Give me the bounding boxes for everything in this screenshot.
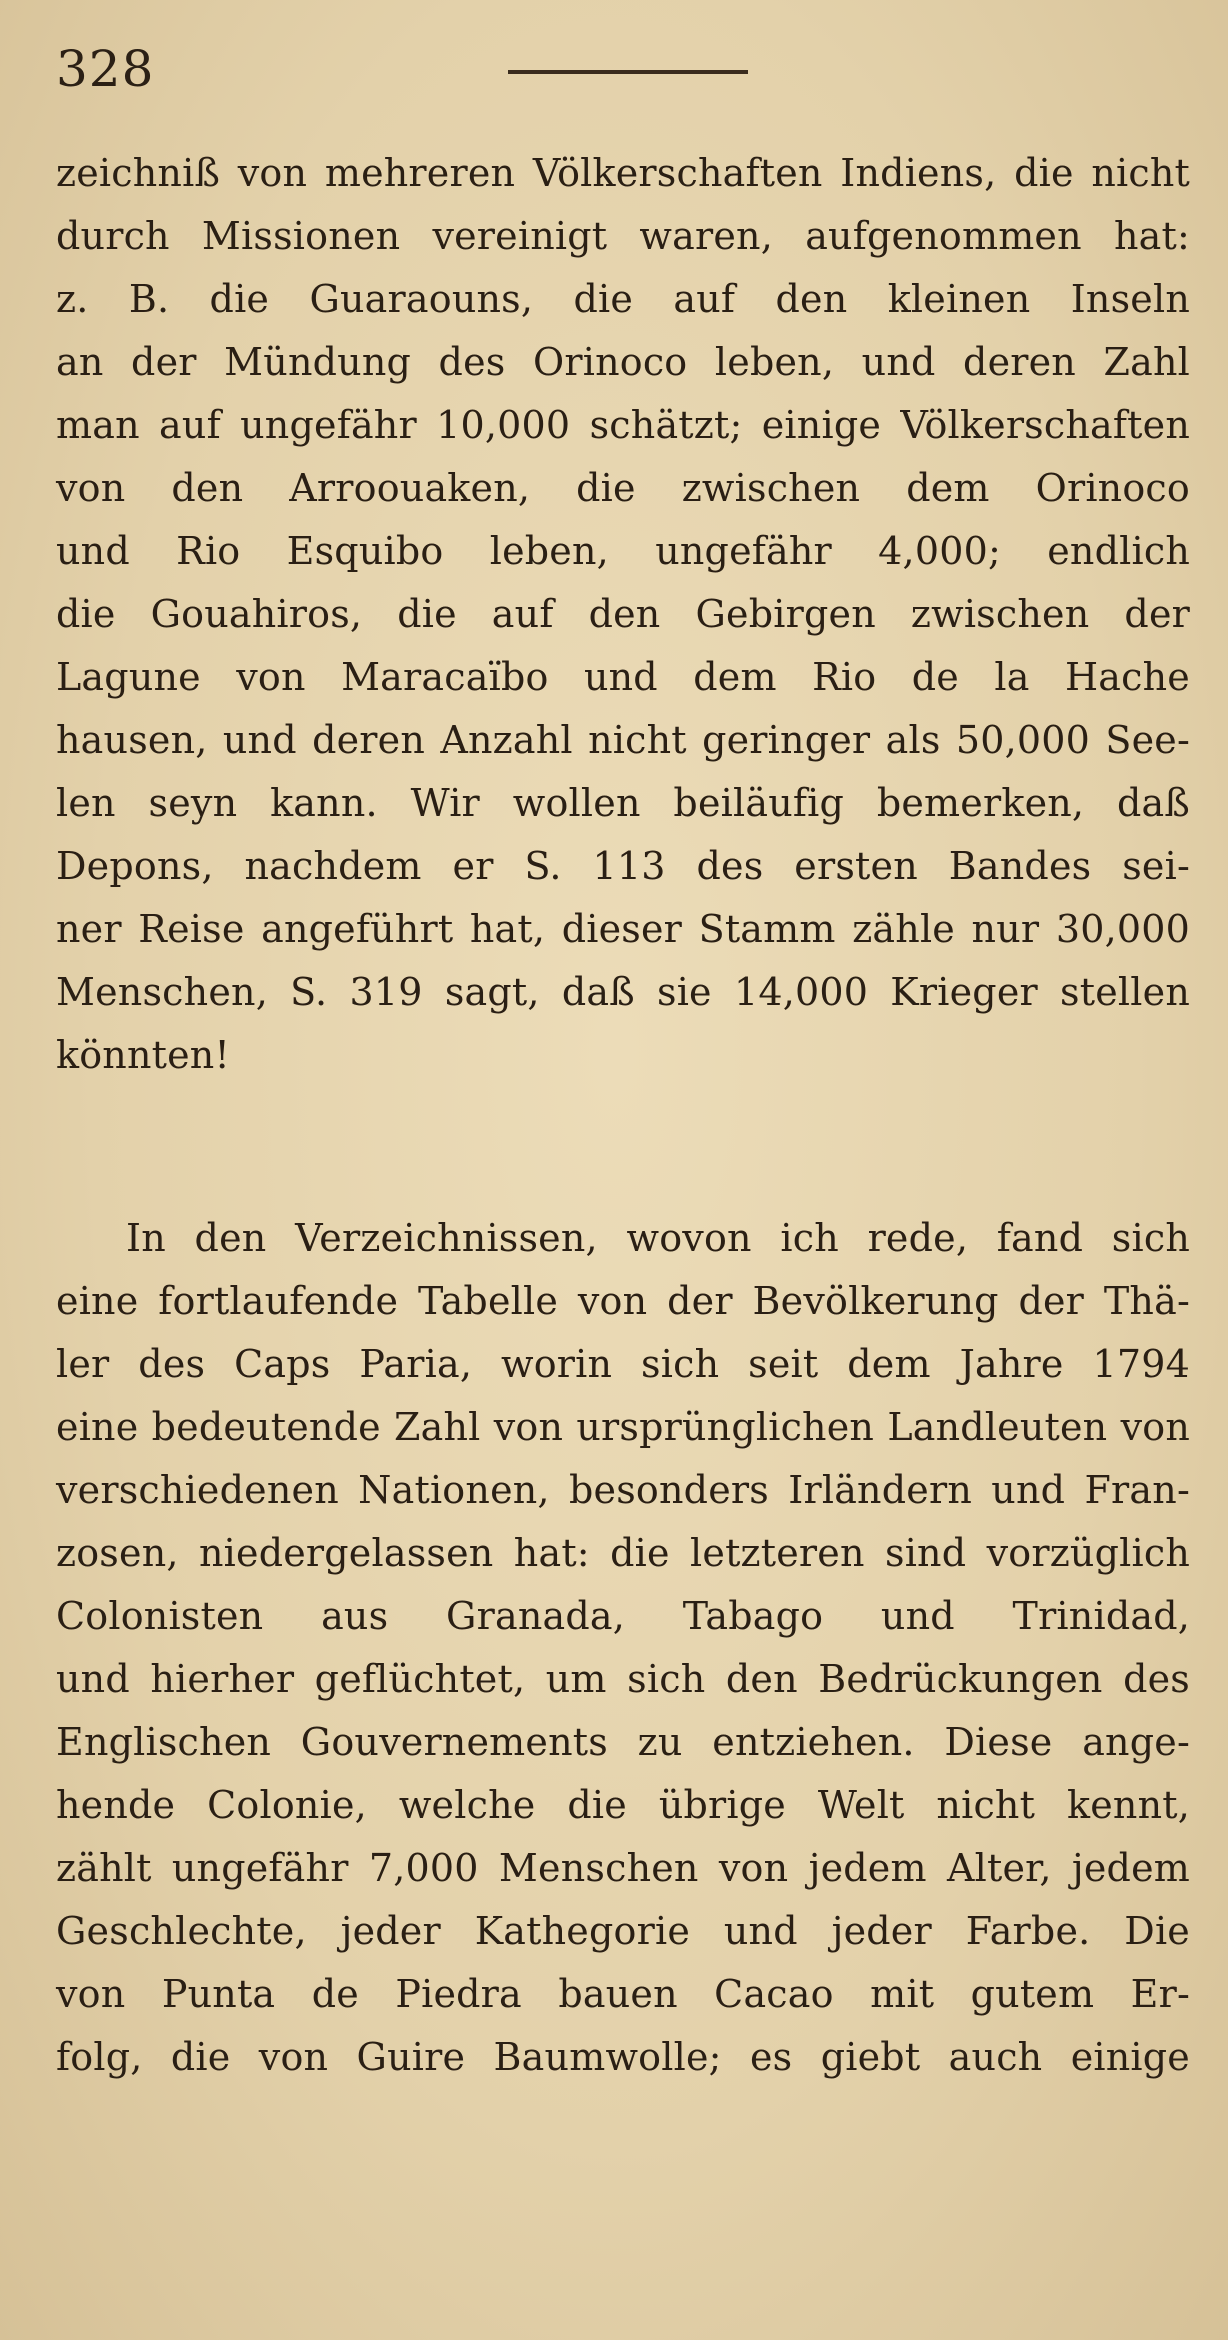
paragraph-1 [56, 142, 1190, 1087]
text-line: Colonisten aus Granada, Tabago und Trinidad, [56, 1594, 1190, 1638]
text-line: zeichniß von mehreren Völkerschaften Indiens, die nicht [56, 151, 1190, 195]
text-line: die Gouahiros, die auf den Gebirgen zwischen der [56, 592, 1190, 636]
text-line: Lagune von Maracaïbo und dem Rio de la Hache [56, 655, 1190, 699]
body-text [56, 142, 1190, 2089]
text-line: z. B. die Guaraouns, die auf den kleinen Inseln [56, 277, 1190, 321]
text-line: und Rio Esquibo leben, ungefähr 4,000; endlich [56, 529, 1190, 573]
text-line: Menschen, S. 319 sagt, daß sie 14,000 Krieger stellen [56, 970, 1190, 1014]
text-line: ner Reise angeführt hat, dieser Stamm zähle nur 30,000 [56, 907, 1190, 951]
text-line: folg, die von Guire Baumwolle; es giebt auch einige [56, 2035, 1190, 2079]
text-line: an der Mündung des Orinoco leben, und deren Zahl [56, 340, 1190, 384]
text-line: ler des Caps Paria, worin sich seit dem Jahre 1794 [56, 1342, 1190, 1386]
text-line: len seyn kann. Wir wollen beiläufig bemerken, daß [56, 781, 1190, 825]
text-line: zählt ungefähr 7,000 Menschen von jedem Alter, jedem [56, 1846, 1190, 1890]
text-line: Geschlechte, jeder Kathegorie und jeder Farbe. Die [56, 1909, 1190, 1953]
text-line: man auf ungefähr 10,000 schätzt; einige Völkerschaften [56, 403, 1190, 447]
text-line: könnten! [56, 1033, 230, 1077]
text-line: zosen, niedergelassen hat: die letzteren sind vorzüglich [56, 1531, 1190, 1575]
text-line: verschiedenen Nationen, besonders Irländern und Fran- [56, 1468, 1190, 1512]
text-line: In den Verzeichnissen, wovon ich rede, fand sich [126, 1216, 1190, 1260]
text-line: eine fortlaufende Tabelle von der Bevölkerung der Thä- [56, 1279, 1190, 1323]
text-line: und hierher geflüchtet, um sich den Bedrückungen des [56, 1657, 1190, 1701]
text-line: hende Colonie, welche die übrige Welt nicht kennt, [56, 1783, 1190, 1827]
paragraph-gap [56, 1087, 1190, 1207]
page-number: 328 [56, 40, 155, 98]
text-line: Englischen Gouvernements zu entziehen. Diese ange- [56, 1720, 1190, 1764]
paragraph-2 [56, 1207, 1190, 2089]
text-line: hausen, und deren Anzahl nicht geringer als 50,000 See- [56, 718, 1190, 762]
text-line: Depons, nachdem er S. 113 des ersten Bandes sei- [56, 844, 1190, 888]
text-line: von den Arroouaken, die zwischen dem Orinoco [56, 466, 1190, 510]
text-line: durch Missionen vereinigt waren, aufgenommen hat: [56, 214, 1190, 258]
text-line: von Punta de Piedra bauen Cacao mit gutem Er- [56, 1972, 1190, 2016]
text-line: eine bedeutende Zahl von ursprünglichen Landleuten von [56, 1405, 1190, 1449]
header-rule [508, 70, 748, 74]
